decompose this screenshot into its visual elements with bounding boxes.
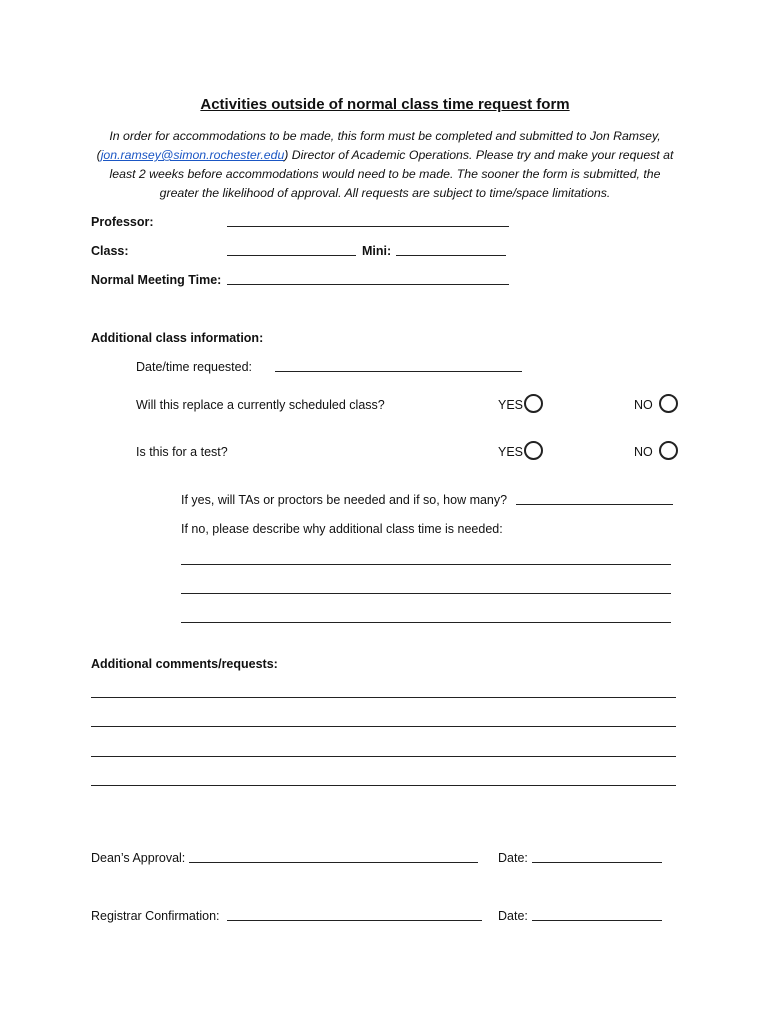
professor-field[interactable]	[227, 226, 509, 227]
test-no-label: NO	[634, 445, 653, 459]
why-line-2[interactable]	[181, 593, 671, 594]
dean-date-field[interactable]	[532, 862, 662, 863]
replace-no-radio[interactable]	[659, 394, 678, 413]
mini-field[interactable]	[396, 255, 506, 256]
comments-line-3[interactable]	[91, 756, 676, 757]
why-additional-time-question: If no, please describe why additional class time is needed:	[181, 522, 503, 536]
replace-no-label: NO	[634, 398, 653, 412]
replace-yes-label: YES	[498, 398, 524, 412]
class-field[interactable]	[227, 255, 356, 256]
comments-heading: Additional comments/requests:	[91, 657, 278, 671]
additional-info-heading: Additional class information:	[91, 331, 264, 345]
why-line-3[interactable]	[181, 622, 671, 623]
form-title: Activities outside of normal class time request form	[200, 96, 570, 113]
test-no-radio[interactable]	[659, 441, 678, 460]
intro-paragraph	[90, 127, 680, 203]
registrar-confirmation-label: Registrar Confirmation:	[91, 909, 220, 923]
date-time-label: Date/time requested:	[136, 360, 253, 374]
registrar-confirmation-field[interactable]	[227, 920, 482, 921]
replace-class-question: Will this replace a currently scheduled class?	[136, 398, 385, 412]
test-question: Is this for a test?	[136, 445, 228, 459]
dean-approval-field[interactable]	[189, 862, 478, 863]
professor-label: Professor:	[91, 215, 154, 229]
comments-line-2[interactable]	[91, 726, 676, 727]
registrar-date-field[interactable]	[532, 920, 662, 921]
test-yes-radio[interactable]	[524, 441, 543, 460]
intro-text-start: In order for accommodations to be made, this form must be completed and submitted to Jon Ramsey, (	[96, 129, 661, 162]
why-line-1[interactable]	[181, 564, 671, 565]
meeting-time-label: Normal Meeting Time:	[91, 273, 222, 287]
mini-label: Mini:	[362, 244, 392, 258]
intro-text-end: ) Director of Academic Operations. Please try and make your request at least 2 weeks before accommodations would need to be made. The sooner the form is submitted, the greater the likelihood of approval. All requests are subject to time/space limitations.	[109, 148, 674, 200]
comments-line-4[interactable]	[91, 785, 676, 786]
ta-count-field[interactable]	[516, 504, 673, 505]
date-time-field[interactable]	[275, 371, 522, 372]
meeting-time-field[interactable]	[227, 284, 509, 285]
registrar-date-label: Date:	[498, 909, 528, 923]
dean-approval-label: Dean’s Approval:	[91, 851, 186, 865]
email-link[interactable]: jon.ramsey@simon.rochester.edu	[100, 148, 285, 162]
test-yes-label: YES	[498, 445, 524, 459]
dean-date-label: Date:	[498, 851, 528, 865]
comments-line-1[interactable]	[91, 697, 676, 698]
replace-yes-radio[interactable]	[524, 394, 543, 413]
ta-proctor-question: If yes, will TAs or proctors be needed and if so, how many?	[181, 493, 508, 507]
class-label: Class:	[91, 244, 129, 258]
